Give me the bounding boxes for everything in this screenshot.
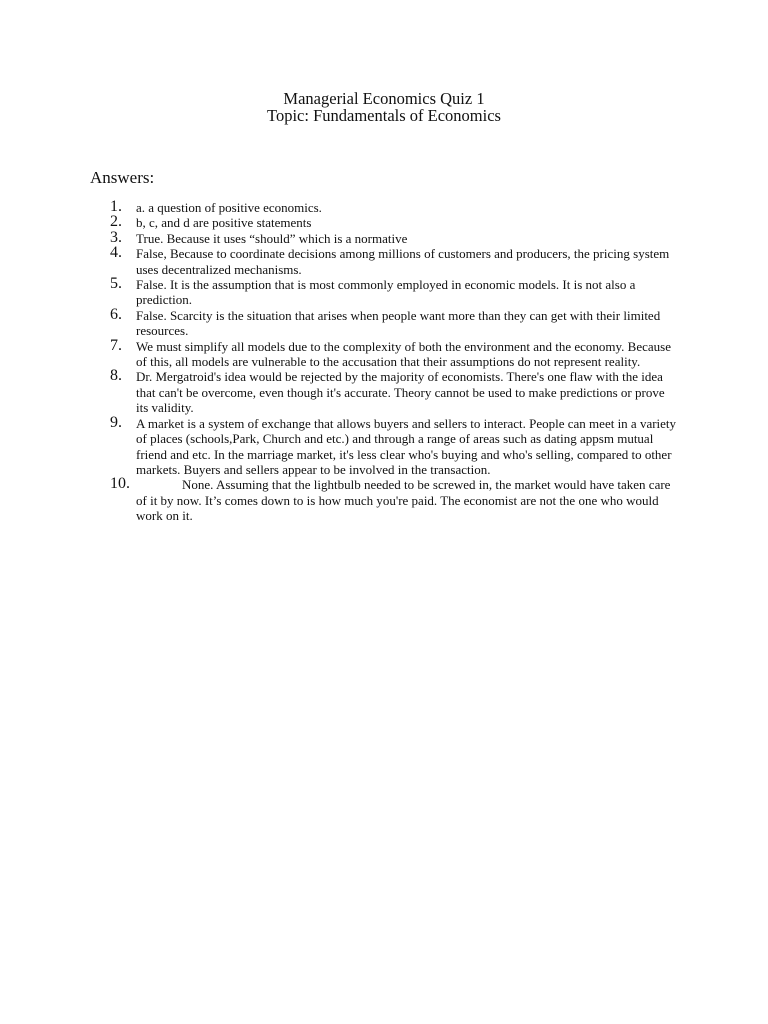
answer-text: None. Assuming that the lightbulb needed to be screwed in, the market would have taken care of it by now. It’s comes down to is how much you're paid. The economist are not the one who would work on it. xyxy=(136,477,671,524)
answer-number: 4. xyxy=(110,244,122,262)
answer-text: False, Because to coordinate decisions among millions of customers and producers, the pricing system uses decentralized mechanisms. xyxy=(136,246,670,277)
answer-text: False. It is the assumption that is most commonly employed in economic models. It is not also a prediction. xyxy=(136,277,636,308)
answer-text: We must simplify all models due to the complexity of both the environment and the economy. Because of this, all models are vulnerable to the accusation that their assumptions do not represent reality. xyxy=(136,338,671,370)
answer-number: 5. xyxy=(110,275,122,293)
answer-text: True. Because it uses “should” which is a normative xyxy=(136,230,408,246)
answer-text: a. a question of positive economics. xyxy=(136,200,322,215)
answer-item-4 xyxy=(110,246,680,277)
answer-item-1 xyxy=(110,200,680,215)
answer-number: 1. xyxy=(110,198,122,215)
answer-list xyxy=(110,200,680,524)
answer-text: b, c, and d are positive statements xyxy=(136,215,312,231)
answer-item-2 xyxy=(110,215,680,230)
answer-item-9 xyxy=(110,413,680,478)
document-title: Managerial Economics Quiz 1 xyxy=(283,89,485,108)
document-topic: Topic: Fundamentals of Economics xyxy=(267,106,501,125)
answer-number: 8. xyxy=(110,367,122,385)
answer-number: 2. xyxy=(110,213,122,231)
answer-item-7 xyxy=(110,336,680,370)
answer-text: False. Scarcity is the situation that arises when people want more than they can get with their limited resources. xyxy=(136,307,661,339)
answer-text: A market is a system of exchange that allows buyers and sellers to interact. People can meet in a variety of places (schools,Park, Church and etc.) and through a range of areas such as dating appsm mutual friend and etc. In the marriage market, it's less clear who's buying and who's selling, compared to other markets. Buyers and sellers appear to be involved in the transaction. xyxy=(136,415,677,477)
answer-number: 10. xyxy=(110,475,130,493)
answer-item-5 xyxy=(110,277,680,308)
answer-item-8 xyxy=(110,369,680,415)
answer-number: 6. xyxy=(110,305,122,323)
title-block xyxy=(0,90,768,124)
answers-heading: Answers: xyxy=(90,168,155,187)
answer-item-10 xyxy=(110,477,680,523)
answer-number: 9. xyxy=(110,413,122,431)
answer-item-3 xyxy=(110,228,680,246)
answer-item-6 xyxy=(110,305,680,339)
answer-text: Dr. Mergatroid's idea would be rejected by the majority of economists. There's one flaw with the idea that can't be overcome, even though it's accurate. Theory cannot be used to make predictions or prove its validity. xyxy=(136,369,665,416)
answer-number: 7. xyxy=(110,336,122,354)
answer-number: 3. xyxy=(110,228,122,246)
